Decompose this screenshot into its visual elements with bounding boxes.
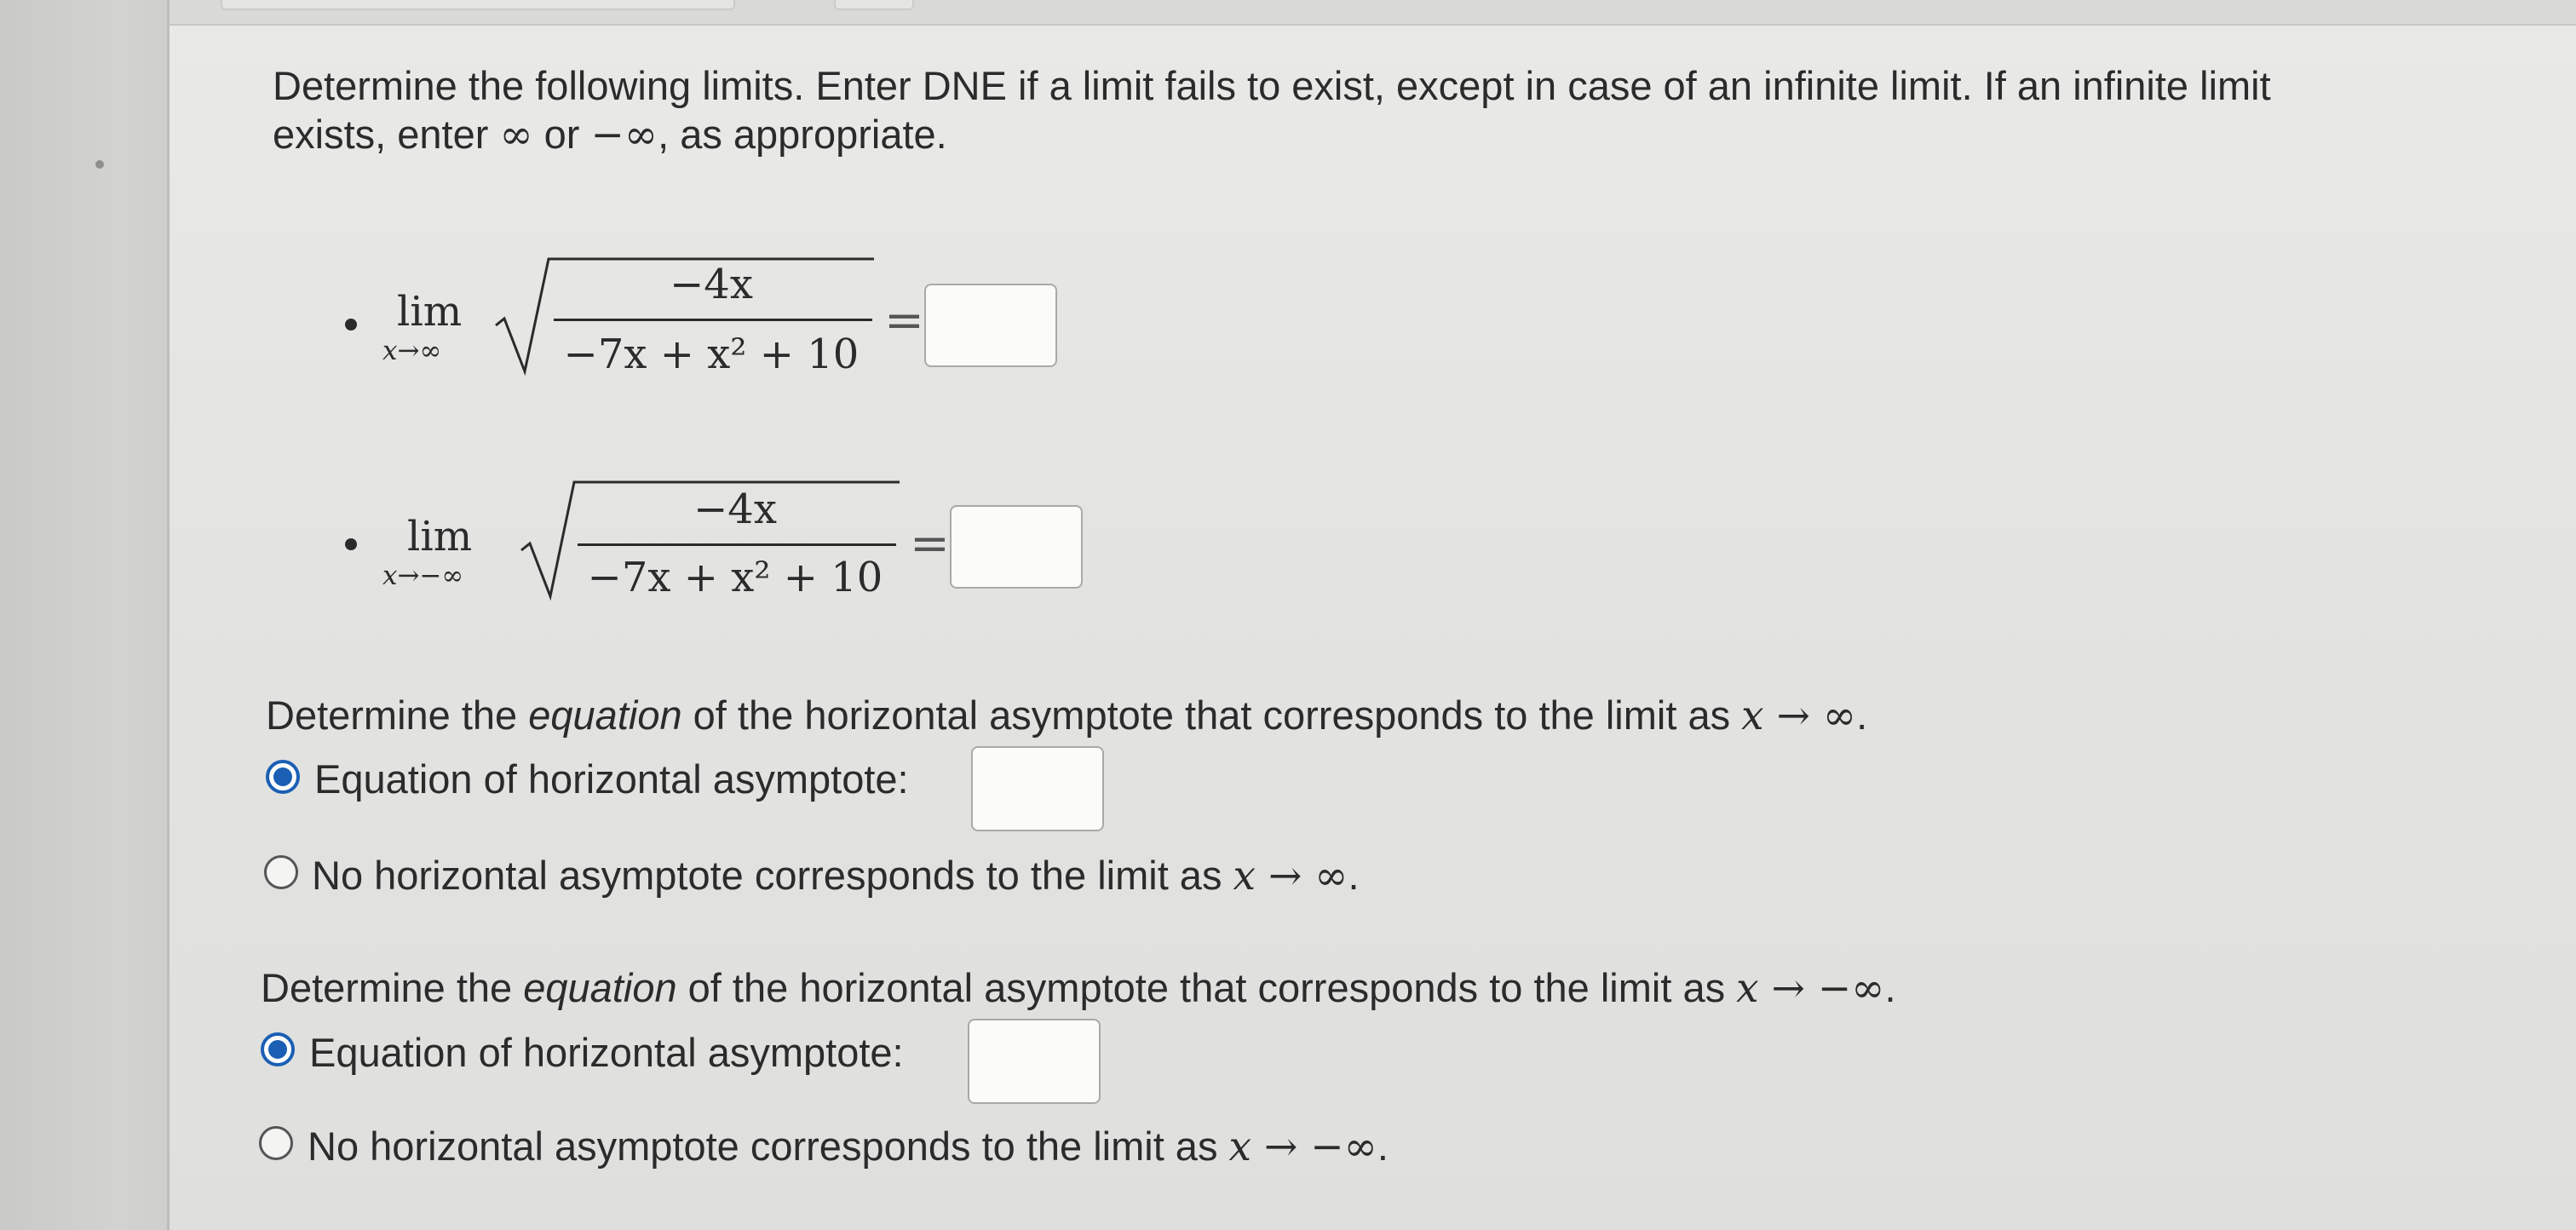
bullet: [345, 319, 357, 330]
limit-answer-input-2[interactable]: [950, 505, 1083, 589]
question-text: of the horizontal asymptote that corresponds to the limit as: [681, 693, 1742, 738]
top-tab-1: [221, 0, 735, 10]
fraction-denominator: −7x + x² + 10: [587, 554, 883, 601]
question-emphasis: equation: [528, 693, 682, 738]
asymptote-question-2: [261, 964, 1896, 1012]
radio-button-selected[interactable]: [266, 760, 300, 794]
question-text: Determine the: [261, 965, 524, 1010]
lim-subscript: x→∞: [382, 336, 442, 366]
lim-subscript: x→−∞: [382, 560, 464, 591]
question-end: .: [1856, 693, 1868, 738]
fraction-denominator: −7x + x² + 10: [563, 330, 860, 378]
sidebar-dot: [95, 160, 104, 169]
radio-button[interactable]: [259, 1126, 293, 1160]
question-text: of the horizontal asymptote that corresponds to the limit as: [676, 965, 1737, 1010]
question-emphasis: equation: [523, 965, 677, 1010]
negative-infinity-symbol: −∞: [590, 112, 658, 158]
infinity-symbol: ∞: [499, 112, 533, 158]
limit-answer-input-1[interactable]: [924, 284, 1057, 367]
option-label: Equation of horizontal asymptote:: [309, 1030, 904, 1075]
instructions: [273, 61, 2283, 159]
top-tab-2: [834, 0, 914, 10]
fraction-bar: [554, 319, 872, 321]
asymptote-answer-input-2[interactable]: [968, 1019, 1101, 1104]
fraction-numerator: −4x: [670, 261, 753, 308]
lim-operator: lim: [407, 513, 473, 560]
top-bar: [170, 0, 2576, 26]
question-end: .: [1884, 965, 1896, 1010]
asymptote-question-1: [266, 692, 1867, 739]
instructions-text-2: , as appropriate.: [658, 112, 947, 157]
asymptote-answer-input-1[interactable]: [971, 746, 1104, 831]
fraction-bar: [578, 543, 896, 546]
radio-button[interactable]: [264, 855, 298, 889]
radio-button-selected[interactable]: [261, 1032, 295, 1066]
lim-operator: lim: [397, 288, 463, 336]
question-math: x → −∞: [1736, 965, 1885, 1012]
equals-sign: =: [910, 516, 950, 572]
bullet: [345, 538, 357, 550]
equals-sign: =: [884, 293, 924, 348]
instructions-or: or: [532, 112, 591, 157]
left-sidebar-strip: [0, 0, 170, 1230]
option-label: Equation of horizontal asymptote:: [314, 756, 909, 802]
question-math: x → ∞: [1741, 693, 1857, 739]
instructions-text-1: Determine the following limits. Enter DNE if a limit fails to exist, except in case of an infinite limit. If an infinite limit exists, enter: [273, 63, 2271, 157]
option-label: No horizontal asymptote corresponds to the limit as x → ∞.: [312, 853, 1360, 900]
fraction-numerator: −4x: [693, 486, 777, 533]
question-text: Determine the: [266, 693, 529, 738]
option-label: No horizontal asymptote corresponds to the limit as x → −∞.: [308, 1124, 1389, 1170]
